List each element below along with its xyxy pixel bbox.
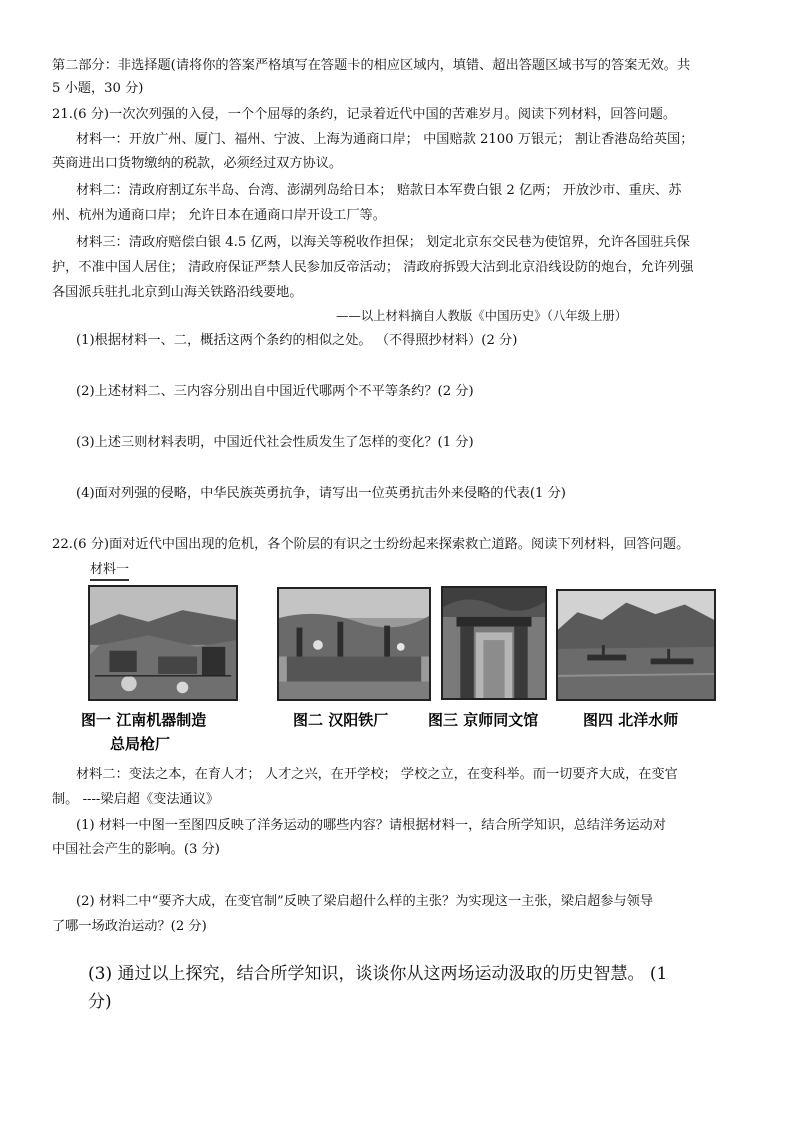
q22-intro: 22.(6 分)面对近代中国出现的危机，各个阶层的有识之士纷纷起来探索救亡道路。阅读下列材料，回答问题。 — [52, 537, 690, 552]
q21-question3: (3)上述三则材料表明，中国近代社会性质发生了怎样的变化？(1 分) — [76, 435, 474, 450]
figure4-fleet-photo — [556, 589, 716, 701]
q21-material3-line2: 护，不准中国人居住； 清政府保证严禁人民参加反帝活动； 清政府拆毁大沽到北京沿线设防的炮台，允许列强 — [52, 260, 694, 275]
figure4-caption: 图四 北洋水师 — [583, 711, 679, 729]
figure3-school-gate-photo — [441, 586, 547, 700]
q21-material1-line1: 材料一：开放广州、厦门、福州、宁波、上海为通商口岸； 中国赔款 2100 万银元； 割让香港岛给英国； — [76, 132, 694, 147]
figure3-caption: 图三 京师同文馆 — [428, 711, 539, 729]
q21-material3-line3: 各国派兵驻扎北京到山海关铁路沿线要地。 — [52, 285, 303, 300]
q22-question3-line1: (3) 通过以上探究，结合所学知识，谈谈你从这两场运动汲取的历史智慧。 (1 — [88, 964, 668, 984]
q22-question2-line1: (2) 材料二中“要齐大成，在变官制”反映了梁启超什么样的主张？为实现这一主张，梁启超参与领导 — [76, 894, 654, 909]
figure2-caption: 图二 汉阳铁厂 — [293, 711, 389, 729]
q21-material3-line1: 材料三：清政府赔偿白银 4.5 亿两，以海关等税收作担保； 划定北京东交民巷为使馆界，允许各国驻兵保 — [76, 235, 690, 250]
figure1-arsenal-photo — [88, 585, 238, 701]
figure1-caption-line1: 图一 江南机器制造 — [81, 711, 207, 729]
q22-question3-line2: 分) — [88, 992, 112, 1012]
part2-instruction-line1: 第二部分：非选择题(请将你的答案严格填写在答题卡的相应区域内，填错、超出答题区域书写的答案无效。共 — [52, 58, 691, 73]
q21-material2-line2: 州、杭州为通商口岸； 允许日本在通商口岸开设工厂等。 — [52, 208, 386, 223]
part2-instruction-line2: 5 小题，30 分) — [52, 81, 144, 96]
q21-question4: (4)面对列强的侵略，中华民族英勇抗争，请写出一位英勇抗击外来侵略的代表(1 分) — [76, 486, 566, 501]
q21-intro: 21.(6 分)一次次列强的入侵，一个个屈辱的条约，记录着近代中国的苦难岁月。阅读下列材料，回答问题。 — [52, 107, 677, 122]
q21-question2: (2)上述材料二、三内容分别出自中国近代哪两个不平等条约？(2 分) — [76, 384, 474, 399]
q22-question1-line2: 中国社会产生的影响。(3 分) — [52, 842, 220, 857]
q22-question1-line1: (1) 材料一中图一至图四反映了洋务运动的哪些内容？请根据材料一，结合所学知识，总结洋务运动对 — [76, 818, 666, 833]
q21-question1: (1)根据材料一、二，概括这两个条约的相似之处。 （不得照抄材料）(2 分) — [76, 333, 518, 348]
q22-material2-line1: 材料二：变法之本，在育人才； 人才之兴，在开学校； 学校之立，在变科举。而一切要齐大成，在变官 — [76, 767, 678, 782]
q22-material2-line2: 制。 ----梁启超《变法通议》 — [52, 792, 220, 807]
figure1-caption-line2: 总局枪厂 — [110, 735, 171, 753]
q22-material1-label: 材料一 — [90, 562, 129, 581]
q21-material2-line1: 材料二：清政府割辽东半岛、台湾、澎湖列岛给日本； 赔款日本军费白银 2 亿两； 开放沙市、重庆、苏 — [76, 183, 682, 198]
figure2-ironworks-photo — [277, 587, 431, 701]
q21-source: ——以上材料摘自人教版《中国历史》（八年级上册） — [336, 308, 628, 323]
q21-material1-line2: 英商进出口货物缴纳的税款，必须经过双方协议。 — [52, 156, 343, 171]
q22-question2-line2: 了哪一场政治运动？(2 分) — [52, 919, 207, 934]
